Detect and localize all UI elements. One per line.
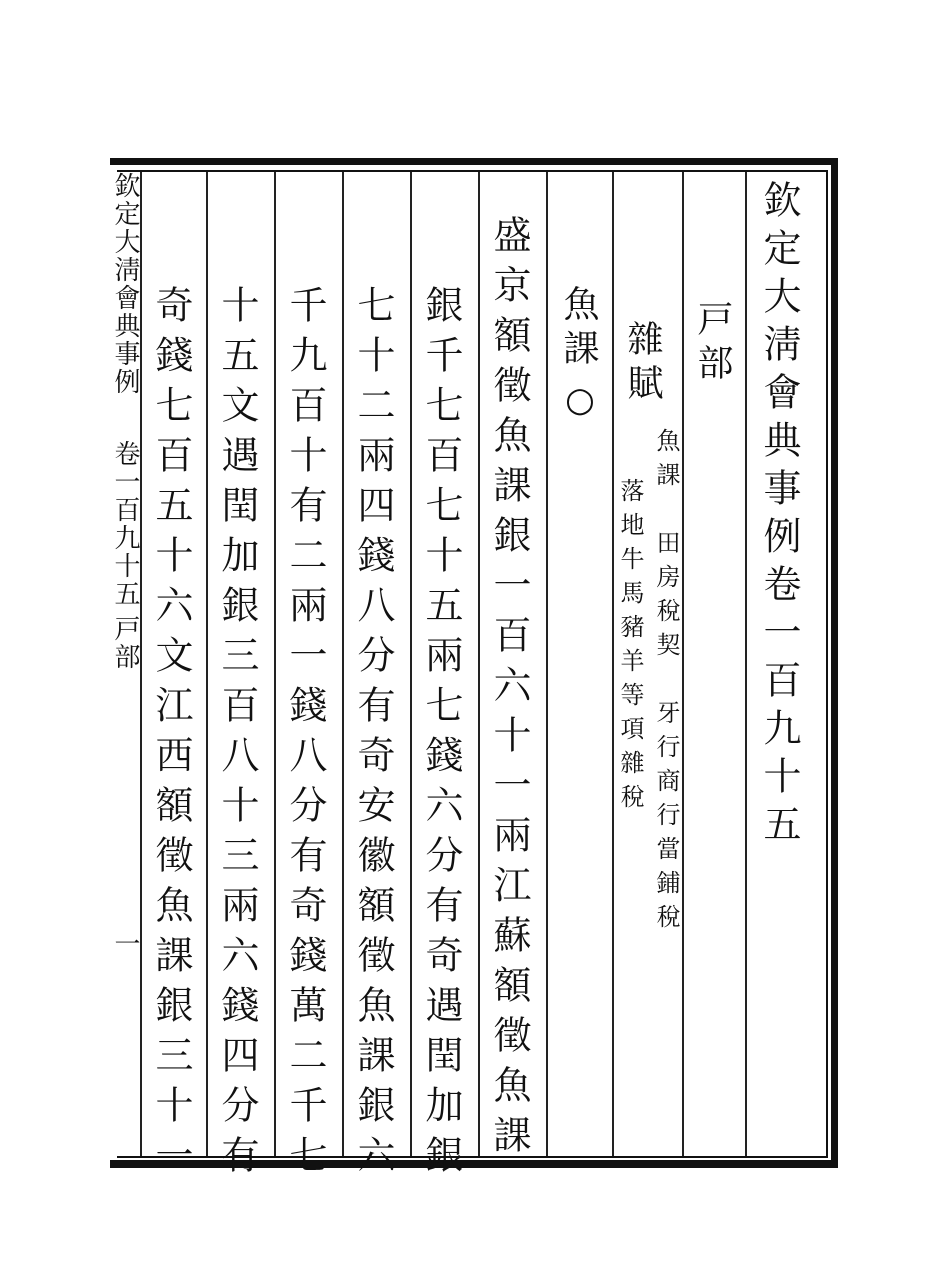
column-rule xyxy=(682,172,684,1156)
category-heading: 魚課 xyxy=(558,285,599,373)
subsection-heading: 雜賦 xyxy=(622,320,663,408)
body-line: 七十二兩四錢八分有奇安徽額徵魚課銀六 xyxy=(351,285,395,1185)
column-rule xyxy=(206,172,208,1156)
column-rule xyxy=(478,172,480,1156)
body-line: 十五文遇閏加銀三百八十三兩六錢四分有 xyxy=(215,285,259,1185)
column-rule xyxy=(274,172,276,1156)
page-number: 一 xyxy=(110,930,140,958)
topics-line-1: 魚課 田房稅契 牙行商行當鋪稅 xyxy=(652,428,680,938)
page-title: 欽定大淸會典事例卷一百九十五 xyxy=(757,180,801,852)
column-rule xyxy=(745,172,747,1156)
section-heading: 戸部 xyxy=(692,300,733,388)
body-line: 銀千七百七十五兩七錢六分有奇遇閏加銀 xyxy=(419,285,463,1185)
body-line: 千九百十有二兩一錢八分有奇錢萬二千七 xyxy=(283,285,327,1185)
topics-line-2: 落地牛馬豬羊等項雜稅 xyxy=(616,478,644,818)
margin-section: 戸部 xyxy=(110,615,140,671)
column-rule xyxy=(342,172,344,1156)
body-line: 盛京額徵魚課銀一百六十一兩江蘇額徵魚課 xyxy=(487,215,531,1165)
column-rule xyxy=(546,172,548,1156)
column-rule xyxy=(140,172,142,1156)
column-rule xyxy=(410,172,412,1156)
circle-mark: ○ xyxy=(560,380,600,420)
column-rule xyxy=(612,172,614,1156)
margin-volume: 卷一百九十五 xyxy=(110,440,140,608)
margin-label: 欽定大淸會典事例 xyxy=(110,172,140,396)
body-line: 奇錢七百五十六文江西額徵魚課銀三十一 xyxy=(149,285,193,1185)
